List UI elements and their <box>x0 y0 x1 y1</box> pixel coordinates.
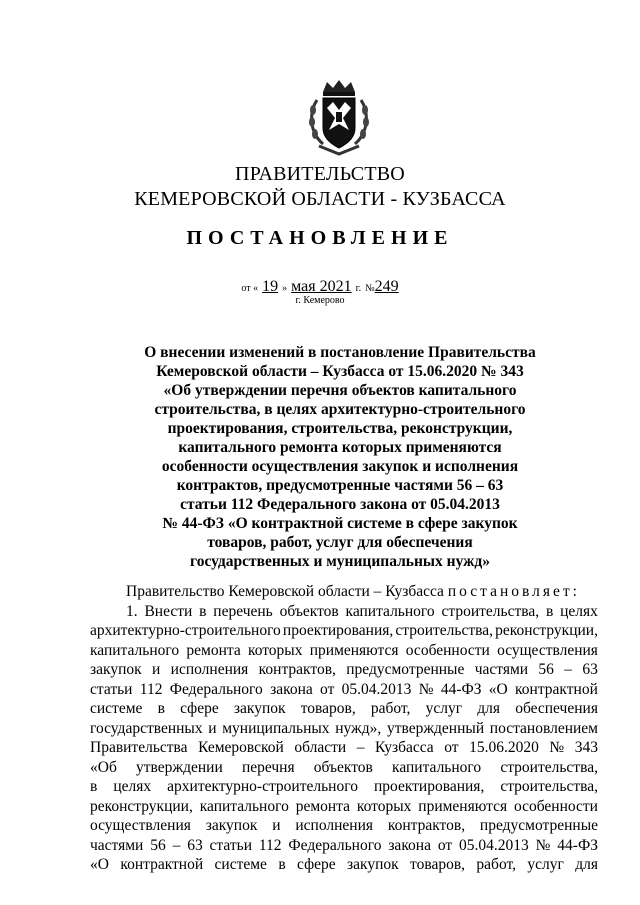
date-from-label: от « <box>241 283 259 294</box>
government-title-line2: КЕМЕРОВСКОЙ ОБЛАСТИ - КУЗБАССА <box>134 188 506 210</box>
subject-line: капитального ремонта которых применяются <box>178 439 502 456</box>
body-line: «Об утверждении перечня объектов капитального строительства, <box>90 758 598 776</box>
date-day: 19 <box>262 278 279 295</box>
city-label: г. Кемерово <box>295 295 345 306</box>
subject-line: строительства, в целях архитектурно-строительного <box>154 401 526 418</box>
document-number: 249 <box>374 278 399 295</box>
body-line: капитального ремонта которых применяются особенности осуществления <box>90 641 598 659</box>
body-line: закупок и исполнения контрактов, предусмотренные частями 56 – 63 <box>90 661 598 678</box>
body-line: реконструкции, капитального ремонта которых применяются особенности <box>90 797 598 815</box>
coat-of-arms-icon <box>303 78 375 156</box>
document-body <box>90 582 598 875</box>
date-year-suffix: г. <box>355 283 362 294</box>
subject-line: контрактов, предусмотренные частями 56 – 63 <box>176 477 504 494</box>
body-line: системе в сфере закупок товаров, работ, услуг для обеспечения <box>90 700 598 717</box>
subject-line: «Об утверждении перечня объектов капитального <box>163 382 517 399</box>
body-line: в целях архитектурно-строительного проектирования, строительства, <box>90 778 598 795</box>
intro-text: Правительство Кемеровской области – Кузбасса <box>126 583 444 600</box>
body-line: архитектурно-строительного проектирования, строительства, реконструкции, <box>90 622 598 639</box>
body-line: Правительства Кемеровской области – Кузбасса от 15.06.2020 № 343 <box>90 739 598 756</box>
subject-line: О внесении изменений в постановление Правительства <box>144 344 536 361</box>
document-type: ПОСТАНОВЛЕНИЕ <box>186 227 454 249</box>
subject-line: статьи 112 Федерального закона от 05.04.2013 <box>180 496 500 513</box>
subject-line: проектирования, строительства, реконструкции, <box>167 420 513 437</box>
document-subject <box>130 343 550 571</box>
body-line: частями 56 – 63 статьи 112 Федерального закона от 05.04.2013 № 44-ФЗ <box>90 836 598 854</box>
body-line: государственных и муниципальных нужд», утвержденный постановлением <box>90 719 598 737</box>
body-line: осуществления закупок и исполнения контрактов, предусмотренные <box>90 817 598 834</box>
subject-line: № 44-ФЗ «О контрактной системе в сфере закупок <box>162 515 518 532</box>
date-quote-close: » <box>282 283 288 294</box>
subject-line: товаров, работ, услуг для обеспечения <box>207 534 473 551</box>
body-line: «О контрактной системе в сфере закупок товаров, работ, услуг для <box>90 856 598 873</box>
body-line: статьи 112 Федерального закона от 05.04.2013 № 44-ФЗ «О контрактной <box>90 680 598 698</box>
subject-line: Кемеровской области – Кузбасса от 15.06.2020 № 343 <box>156 363 524 380</box>
subject-line: государственных и муниципальных нужд» <box>190 553 490 570</box>
date-month-year: мая 2021 <box>291 278 352 295</box>
intro-decree-word: постановляет: <box>447 583 580 600</box>
body-line: 1. Внести в перечень объектов капитального строительства, в целях <box>126 602 598 620</box>
body-intro-line <box>90 582 598 602</box>
government-title-line1: ПРАВИТЕЛЬСТВО <box>235 163 405 185</box>
number-sign: № <box>365 283 375 294</box>
subject-line: особенности осуществления закупок и исполнения <box>161 458 519 475</box>
